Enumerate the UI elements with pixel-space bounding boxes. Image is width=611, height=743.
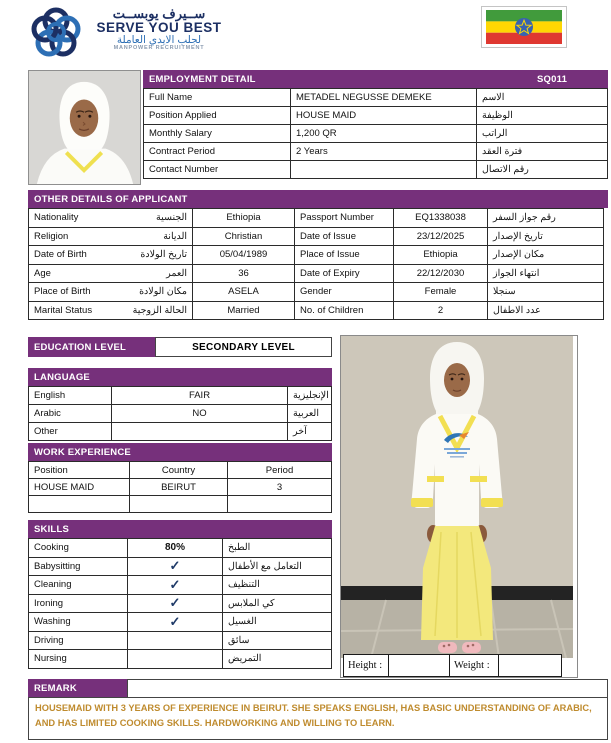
employment-detail-title: EMPLOYMENT DETAIL [149, 74, 256, 85]
field-value: FAIR [111, 386, 288, 405]
table-row [28, 386, 332, 405]
logo-name: SERVE YOU BEST [96, 19, 222, 35]
table-row [28, 208, 608, 228]
field-value: 1,200 QR [290, 124, 477, 143]
field-label-arabic: الراتب [476, 124, 608, 143]
table-row [28, 227, 608, 247]
table-row [28, 612, 332, 632]
skill-check: ✓ [127, 612, 223, 632]
field-label: Arabic [28, 404, 112, 423]
work-experience-table [28, 461, 332, 513]
field-label: Passport Number [294, 208, 394, 228]
table-row [28, 495, 332, 513]
applicant-fullbody-photo [341, 336, 573, 658]
table-row [28, 301, 608, 321]
work-experience-title: WORK EXPERIENCE [34, 446, 131, 458]
field-label-arabic: انتهاء الجواز [487, 264, 604, 284]
field-label: English [28, 386, 112, 405]
weight-value [498, 654, 562, 677]
field-value: METADEL NEGUSSE DEMEKE [290, 88, 477, 107]
field-value [111, 422, 288, 441]
field-label: Gender [294, 282, 394, 302]
table-row [28, 245, 608, 265]
field-value: Married [192, 301, 295, 321]
skill-label-arabic: التعامل مع الأطفال [222, 557, 332, 577]
applicant-photo-panel [340, 335, 578, 678]
table-row [143, 160, 608, 179]
education-level-value: SECONDARY LEVEL [155, 337, 332, 357]
table-row [143, 88, 608, 107]
field-label-arabic: تاريخ الولادة [140, 249, 187, 261]
skill-label-arabic: الغسيل [222, 612, 332, 632]
field-label-arabic: الحالة الزوجية [132, 304, 187, 316]
field-value: Ethiopia [393, 245, 488, 265]
field-label-arabic: عدد الاطفال [487, 301, 604, 321]
applicant-headshot-photo [28, 70, 141, 185]
field-label: Monthly Salary [143, 124, 291, 143]
field-label: Other [28, 422, 112, 441]
field-value [129, 495, 228, 513]
remark-title: REMARK [34, 683, 77, 694]
height-weight-table [343, 654, 562, 677]
reference-code: SQ011 [537, 74, 568, 85]
table-row [28, 557, 332, 577]
skill-value [127, 649, 223, 669]
field-value: Female [393, 282, 488, 302]
field-label: Date of Expiry [294, 264, 394, 284]
remark-header-spacer [127, 679, 608, 698]
skill-value [127, 631, 223, 651]
skill-value: 80% [127, 538, 223, 558]
field-label: Nationality [34, 212, 79, 224]
field-value: 3 [227, 478, 332, 496]
skill-label: Babysitting [28, 557, 128, 577]
field-value: EQ1338038 [393, 208, 488, 228]
field-label: Date of Issue [294, 227, 394, 247]
skill-label: Cleaning [28, 575, 128, 595]
employment-detail-table [143, 88, 608, 179]
field-value: ASELA [192, 282, 295, 302]
skill-label: Nursing [28, 649, 128, 669]
field-label: Contract Period [143, 142, 291, 161]
skill-label-arabic: كي الملابس [222, 594, 332, 614]
table-row [28, 282, 608, 302]
column-header: Country [129, 461, 228, 479]
field-label-arabic: الديانة [163, 230, 187, 242]
education-level-header [28, 337, 155, 357]
skill-check: ✓ [127, 594, 223, 614]
field-label: Place of Issue [294, 245, 394, 265]
education-level-label: EDUCATION LEVEL [34, 341, 127, 353]
table-row [28, 631, 332, 651]
table-row [143, 106, 608, 125]
table-row [28, 575, 332, 595]
field-label: Full Name [143, 88, 291, 107]
language-table [28, 386, 332, 441]
table-row [28, 264, 608, 284]
height-label: Height : [343, 654, 389, 677]
skill-label: Driving [28, 631, 128, 651]
weight-label: Weight : [449, 654, 499, 677]
remark-text: HOUSEMAID WITH 3 YEARS OF EXPERIENCE IN BEIRUT. SHE SPEAKS ENGLISH, HAS BASIC UNDERSTANDING OF ARABIC, AND HAS LIMITED COOKING SKILLS. HARDWORKING AND WILLING TO LEARN. [35, 703, 592, 728]
field-value: 2 [393, 301, 488, 321]
field-label-arabic: الوظيفة [476, 106, 608, 125]
field-value [227, 495, 332, 513]
field-value: HOUSE MAID [28, 478, 130, 496]
skill-label-arabic: الطبخ [222, 538, 332, 558]
field-label-arabic: فترة العقد [476, 142, 608, 161]
remark-header [28, 679, 128, 698]
skill-label-arabic: التمريض [222, 649, 332, 669]
field-label-arabic: سنجلا [487, 282, 604, 302]
field-label: No. of Children [294, 301, 394, 321]
field-value [28, 495, 130, 513]
skill-label: Washing [28, 612, 128, 632]
remark-body [28, 697, 608, 740]
table-row [28, 422, 332, 441]
field-value: 05/04/1989 [192, 245, 295, 265]
field-label: Position Applied [143, 106, 291, 125]
skills-table [28, 538, 332, 669]
field-label-arabic: العربية [287, 404, 332, 423]
field-label: Religion [34, 230, 69, 242]
table-header-row [28, 461, 332, 479]
field-label: Marital Status [34, 304, 93, 316]
language-title: LANGUAGE [34, 371, 90, 383]
skill-label: Ironing [28, 594, 128, 614]
field-value: 2 Years [290, 142, 477, 161]
table-row [143, 142, 608, 161]
field-label: Age [34, 267, 51, 279]
field-label-arabic: الجنسية [156, 212, 187, 224]
height-value [388, 654, 450, 677]
other-details-title: OTHER DETAILS OF APPLICANT [34, 193, 188, 205]
field-label-arabic: رقم الاتصال [476, 160, 608, 179]
table-row [28, 478, 332, 496]
field-label-arabic: رقم جواز السفر [487, 208, 604, 228]
skill-label-arabic: التنظيف [222, 575, 332, 595]
table-row [28, 404, 332, 423]
field-value: Ethiopia [192, 208, 295, 228]
table-row [28, 594, 332, 614]
field-value: HOUSE MAID [290, 106, 477, 125]
column-header: Position [28, 461, 130, 479]
field-label: Place of Birth [34, 286, 91, 298]
other-details-table [28, 208, 608, 320]
skill-label-arabic: سائق [222, 631, 332, 651]
field-label-arabic: تاريخ الإصدار [487, 227, 604, 247]
agency-logo-text [88, 7, 230, 52]
table-row [28, 649, 332, 669]
field-value: NO [111, 404, 288, 423]
field-label: Contact Number [143, 160, 291, 179]
skills-title: SKILLS [34, 523, 69, 535]
field-value: 36 [192, 264, 295, 284]
table-row [143, 124, 608, 143]
skill-check: ✓ [127, 557, 223, 577]
ethiopia-flag-icon [481, 6, 567, 48]
field-label-arabic: الإنجليزية [287, 386, 332, 405]
table-row [28, 538, 332, 558]
work-experience-header [28, 443, 332, 461]
skills-header [28, 520, 332, 538]
field-value: Christian [192, 227, 295, 247]
other-details-header [28, 190, 608, 208]
column-header: Period [227, 461, 332, 479]
field-label-arabic: مكان الولادة [139, 286, 187, 298]
employment-detail-header [143, 70, 608, 89]
logo-arabic-tagline: لجلب الايدي العاملة [116, 33, 202, 46]
field-label-arabic: آخر [287, 422, 332, 441]
field-label-arabic: الاسم [476, 88, 608, 107]
field-value [290, 160, 477, 179]
agency-logo-icon [28, 5, 84, 61]
field-value: 22/12/2030 [393, 264, 488, 284]
field-label: Date of Birth [34, 249, 87, 261]
field-label-arabic: مكان الإصدار [487, 245, 604, 265]
field-value: BEIRUT [129, 478, 228, 496]
logo-arabic-title: ســيرف يوبســت [112, 6, 206, 21]
field-label-arabic: العمر [166, 267, 187, 279]
logo-tagline: MANPOWER RECRUITMENT [113, 44, 205, 51]
skill-check: ✓ [127, 575, 223, 595]
language-header [28, 368, 332, 386]
skill-label: Cooking [28, 538, 128, 558]
field-value: 23/12/2025 [393, 227, 488, 247]
